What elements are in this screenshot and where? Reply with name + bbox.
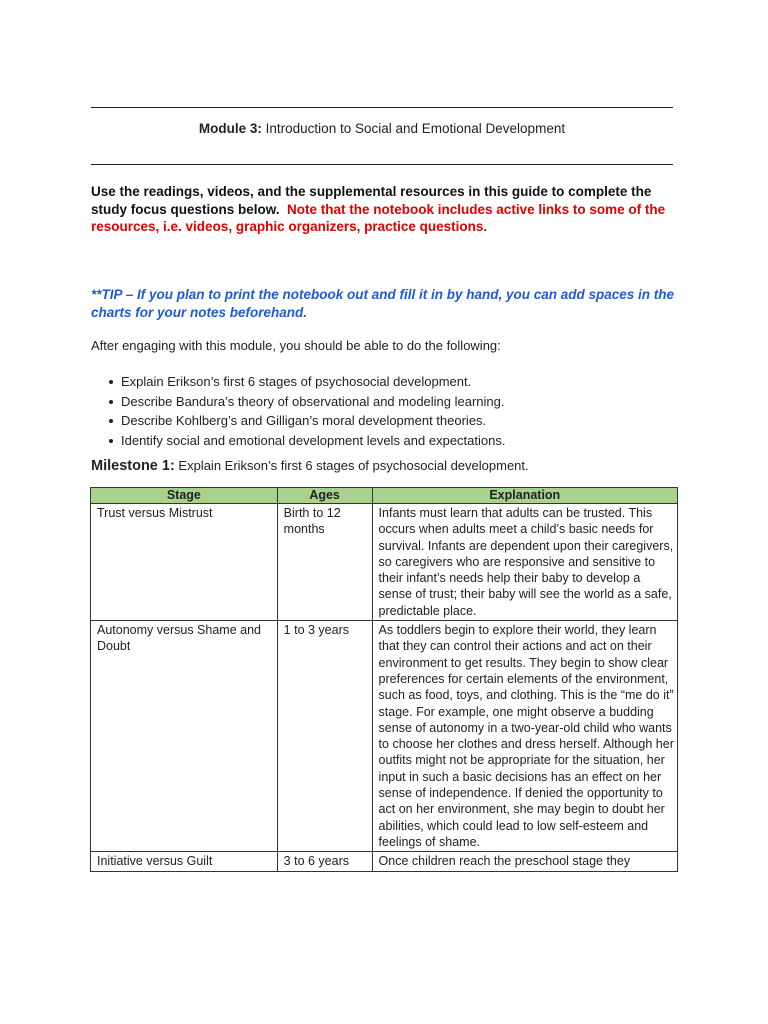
erikson-stages-table (90, 487, 678, 872)
ages-cell: Birth to 12 months (277, 504, 372, 621)
table-row (91, 852, 678, 871)
table-row (91, 621, 678, 852)
table-row (91, 504, 678, 621)
stage-cell: Trust versus Mistrust (91, 504, 278, 621)
stage-cell: Initiative versus Guilt (91, 852, 278, 871)
milestone-heading (91, 458, 529, 474)
stage-cell: Autonomy versus Shame and Doubt (91, 621, 278, 852)
module-label: Module 3: (198, 121, 262, 136)
header-stage: Stage (91, 488, 278, 504)
explanation-cell: As toddlers begin to explore their world, they learn that they can control their actions and act on their environment to get results. They begin to show clear preferences for certain elements of the environment, such as food, toys, and clothing. This is the “me do it” stage. For example, one might observe a budding sense of autonomy in a two-year-old child who wants to choose her clothes and dress herself. Although her outfits might not be appropriate for the situation, her input in such a basic decisions has an effect on her sense of independence. If denied the opportunity to act on her environment, she may begin to doubt her abilities, which could lead to low self-esteem and feelings of shame. (372, 621, 677, 852)
bottom-divider (91, 164, 673, 165)
tip-note: **TIP – If you plan to print the notebook out and fill it in by hand, you can add spaces in the charts for your notes beforehand. (91, 287, 675, 320)
intro-paragraph (91, 183, 681, 236)
objective-item: Describe Bandura’s theory of observational and modeling learning. (91, 392, 505, 412)
header-explanation: Explanation (372, 488, 677, 504)
module-title (91, 121, 673, 136)
milestone-label: Milestone 1: (91, 458, 175, 474)
objective-item: Identify social and emotional development levels and expectations. (91, 431, 505, 451)
explanation-cell: Once children reach the preschool stage they (372, 852, 677, 871)
objectives-list (91, 372, 505, 450)
objective-item: Describe Kohlberg’s and Gilligan’s moral development theories. (91, 411, 505, 431)
objective-item: Explain Erikson’s first 6 stages of psychosocial development. (91, 372, 505, 392)
table-header-row (91, 488, 678, 504)
header-ages: Ages (277, 488, 372, 504)
ages-cell: 1 to 3 years (277, 621, 372, 852)
objectives-lead: After engaging with this module, you should be able to do the following: (91, 338, 501, 353)
ages-cell: 3 to 6 years (277, 852, 372, 871)
intro-instructions: Use the readings, videos, and the supplemental resources in this guide to complete the study focus questions below. (91, 184, 652, 217)
top-divider (91, 107, 673, 108)
milestone-text: Explain Erikson’s first 6 stages of psychosocial development. (174, 458, 529, 473)
module-title-text: Introduction to Social and Emotional Development (261, 121, 566, 136)
intro-links-note: Note that the notebook includes active links to some of the resources, i.e. videos, graphic organizers, practice questions. (91, 201, 666, 234)
explanation-cell: Infants must learn that adults can be trusted. This occurs when adults meet a child’s basic needs for survival. Infants are dependent upon their caregivers, so caregivers who are responsive and sensitive to their infant’s needs help their baby to develop a sense of trust; their baby will see the world as a safe, predictable place. (372, 504, 677, 621)
